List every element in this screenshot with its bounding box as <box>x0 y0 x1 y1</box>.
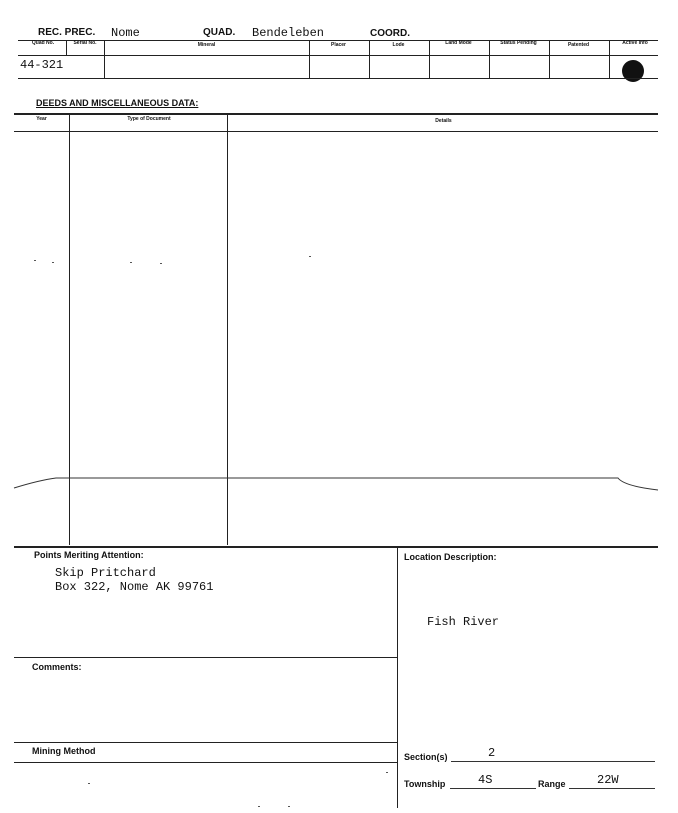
points-line2[interactable]: Box 322, Nome AK 99761 <box>55 580 214 594</box>
scan-speck <box>386 772 388 773</box>
comments-label: Comments: <box>32 662 82 672</box>
header-divider <box>429 41 430 78</box>
scan-speck <box>309 256 311 257</box>
header-columns-rule <box>18 55 658 56</box>
header-divider <box>369 41 370 78</box>
header-divider <box>489 41 490 78</box>
section-field-line <box>451 761 655 762</box>
location-label: Location Description: <box>404 552 497 562</box>
col-serial-no: Serial No. <box>73 40 97 46</box>
scan-speck <box>288 806 290 807</box>
coord-label: COORD. <box>370 28 410 39</box>
col-placer: Placer <box>330 42 346 48</box>
lower-center-divider <box>397 546 398 808</box>
col-year: Year <box>36 116 47 122</box>
scan-speck <box>160 263 162 264</box>
scan-speck <box>258 806 260 807</box>
location-value[interactable]: Fish River <box>427 615 500 629</box>
col-details: Details <box>435 118 452 124</box>
col-lode: Lode <box>392 42 405 48</box>
mining-bottom-rule <box>14 762 397 763</box>
range-field-line <box>569 788 655 789</box>
deeds-title: DEEDS AND MISCELLANEOUS DATA: <box>36 98 199 108</box>
fold-line <box>0 470 678 500</box>
scan-speck <box>88 783 90 784</box>
deeds-header-rule <box>14 131 658 132</box>
header-divider <box>104 41 105 78</box>
rec-prec-value[interactable]: Nome <box>111 26 140 40</box>
scan-speck <box>52 262 54 263</box>
header-rule <box>18 40 658 41</box>
quad-label: QUAD. <box>203 27 236 38</box>
mining-method-label: Mining Method <box>32 746 96 756</box>
deeds-top-rule <box>14 113 658 115</box>
lower-top-rule <box>14 546 658 548</box>
col-patented: Patented <box>567 42 590 48</box>
col-land-mode: Land Mode <box>445 40 472 46</box>
col-active-info: Active Info <box>622 40 648 46</box>
scan-speck <box>130 262 132 263</box>
comments-top-rule <box>14 657 397 658</box>
section-value[interactable]: 2 <box>488 746 496 760</box>
col-type-of-document: Type of Document <box>127 116 171 122</box>
col-status-pending: Status Pending <box>500 40 537 46</box>
mining-top-rule <box>14 742 397 743</box>
section-label: Section(s) <box>404 752 448 762</box>
township-value[interactable]: 4S <box>478 773 493 787</box>
township-label: Township <box>404 779 446 789</box>
col-mineral: Mineral <box>197 42 216 48</box>
points-label: Points Meriting Attention: <box>34 550 144 560</box>
township-field-line <box>450 788 536 789</box>
scan-speck <box>34 260 36 261</box>
rec-prec-label: REC. PREC. <box>38 27 96 38</box>
quad-no-value[interactable]: 44-321 <box>20 58 64 72</box>
range-value[interactable]: 22W <box>597 773 619 787</box>
quad-value[interactable]: Bendeleben <box>252 26 325 40</box>
header-divider <box>66 41 67 55</box>
col-quad-no: Quad No. <box>31 40 55 46</box>
header-divider <box>609 41 610 78</box>
record-bottom-rule <box>18 78 658 79</box>
header-divider <box>549 41 550 78</box>
header-divider <box>309 41 310 78</box>
range-label: Range <box>538 779 566 789</box>
points-line1[interactable]: Skip Pritchard <box>55 566 156 580</box>
